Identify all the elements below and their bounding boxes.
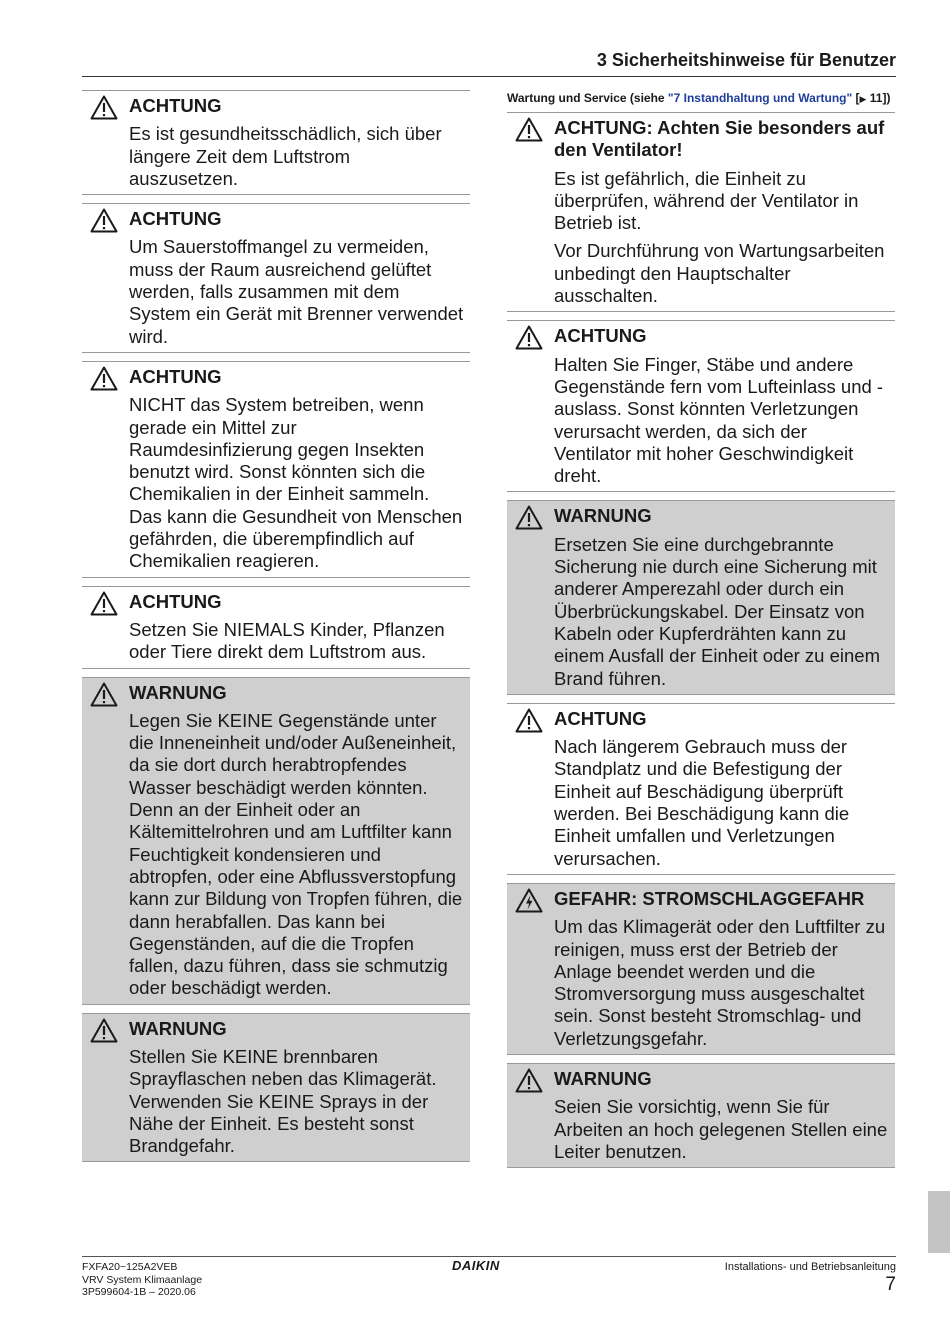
box-text: Es ist gesundheitsschädlich, sich über längere Zeit dem Luftstrom auszusetzen. — [129, 123, 442, 189]
achtung-box — [82, 361, 470, 578]
footer-product: VRV System Klimaanlage — [82, 1273, 203, 1286]
box-text: Um das Klimagerät oder den Luftfilter zu reinigen, muss erst der Betrieb der Anlage beendet werden und die Stromversorgung muss ausgeschaltet sein. Sonst besteht Stromschlag- und Verletzungsgefahr. — [554, 916, 886, 1049]
warning-triangle-icon — [515, 708, 543, 733]
footer-manual-title: Installations- und Betriebsanleitung — [724, 1261, 896, 1273]
footer-doc-info — [82, 1261, 202, 1299]
box-title: WARNUNG — [129, 1017, 227, 1039]
box-title: ACHTUNG — [554, 707, 647, 729]
box-title: ACHTUNG — [129, 208, 222, 230]
page-number: 7 — [885, 1274, 896, 1295]
gefahr-box — [507, 883, 895, 1055]
achtung-box — [507, 320, 895, 492]
box-title: WARNUNG — [554, 505, 652, 527]
box-text: Es ist gefährlich, die Einheit zu überprüfen, während der Ventilator in Betrieb ist. — [554, 167, 859, 234]
box-title: ACHTUNG — [129, 590, 222, 612]
electric-hazard-icon — [515, 888, 543, 913]
warning-triangle-icon — [90, 1018, 118, 1043]
warning-triangle-icon — [90, 95, 118, 120]
footer-model: FXFA20~125A2VEB — [82, 1261, 178, 1273]
page-arrow-icon: ▶ — [859, 94, 867, 104]
warning-triangle-icon — [90, 208, 118, 233]
achtung-box — [82, 90, 470, 195]
box-text: Legen Sie KEINE Gegenstände unter die Inneneinheit und/oder Außeneinheit, da sie dort durch herabtropfendes Wasser beschädigt werden könnten. Denn an der Einheit oder an Kältemittelrohren und am Luftfilter kann Feuchtigkeit kondensieren und abtropfen, oder eine Abflussverstopfung kann zur Bildung von Tropfen führen, die dann herabfallen. Das kann bei Gegenständen, auf die die Tropfen fallen, dazu führen, dass sie schmutzig oder beschädigt werden. — [129, 709, 463, 999]
box-title: GEFAHR: STROMSCHLAGGEFAHR — [554, 887, 865, 909]
right-column — [507, 90, 895, 1176]
cross-reference: Wartung und Service (siehe "7 Instandhaltung und Wartung" [▶ 11]) — [507, 91, 891, 105]
warning-triangle-icon — [90, 591, 118, 616]
box-text: Vor Durchführung von Wartungsarbeiten unbedingt den Hauptschalter ausschalten. — [554, 240, 885, 307]
warning-triangle-icon — [515, 117, 543, 142]
box-text: Stellen Sie KEINE brennbaren Sprayflaschen neben das Klimagerät. Verwenden Sie KEINE Sprays in der Nähe der Einheit. Es besteht sonst Brandgefahr. — [129, 1045, 437, 1157]
achtung-box — [507, 703, 895, 875]
box-text: Ersetzen Sie eine durchgebrannte Sicherung nie durch eine Sicherung mit anderer Amperezahl oder durch ein Überbrückungskabel. Der Einsatz von Kabeln oder Kupferdrähten kann zu einem Ausfall der Einheit oder zu einem Brand führen. — [554, 533, 880, 689]
warning-triangle-icon — [515, 505, 543, 530]
page-header: 3 Sicherheitshinweise für Benutzer — [596, 50, 896, 70]
box-title: ACHTUNG — [554, 325, 647, 347]
warning-triangle-icon — [515, 1068, 543, 1093]
warnung-box — [82, 1013, 470, 1163]
warnung-box — [507, 500, 895, 694]
achtung-box — [82, 586, 470, 669]
header-rule — [82, 76, 896, 77]
warning-triangle-icon — [90, 682, 118, 707]
box-title: ACHTUNG — [129, 365, 222, 387]
warnung-box — [507, 1063, 895, 1168]
achtung-box — [507, 112, 895, 312]
achtung-box — [82, 203, 470, 353]
warning-triangle-icon — [515, 325, 543, 350]
left-column — [82, 90, 470, 1170]
footer-doc-code: 3P599604-1B – 2020.06 — [82, 1286, 196, 1298]
box-title: ACHTUNG: Achten Sie besonders auf den Ventilator! — [554, 117, 885, 161]
box-title: WARNUNG — [129, 681, 227, 703]
daikin-logo: DAIKIN — [452, 1258, 500, 1273]
box-text: Um Sauerstoffmangel zu vermeiden, muss der Raum ausreichend gelüftet werden, falls zusammen mit dem System ein Gerät mit Brenner verwendet wird. — [129, 236, 464, 347]
reference-link[interactable]: "7 Instandhaltung und Wartung" — [667, 91, 853, 105]
box-text: Halten Sie Finger, Stäbe und andere Gegenstände fern vom Lufteinlass und -auslass. Sonst könnten Verletzungen verursacht werden, da sich der Ventilator mit hoher Geschwindigkeit dreht. — [554, 353, 884, 487]
box-title: WARNUNG — [554, 1067, 652, 1089]
footer-rule — [82, 1256, 896, 1257]
box-text: Seien Sie vorsichtig, wenn Sie für Arbeiten an hoch gelegenen Stellen eine Leiter benutzen. — [554, 1096, 888, 1162]
warning-triangle-icon — [90, 366, 118, 391]
box-text: Setzen Sie NIEMALS Kinder, Pflanzen oder Tiere direkt dem Luftstrom aus. — [129, 618, 445, 663]
box-text: Nach längerem Gebrauch muss der Standplatz und die Befestigung der Einheit auf Beschädigung überprüft werden. Bei Beschädigung kann die Einheit umfallen und Verletzungen verursachen. — [554, 736, 850, 869]
warnung-box — [82, 677, 470, 1005]
box-text: NICHT das System betreiben, wenn gerade ein Mittel zur Raumdesinfizierung gegen Insekten benutzt wird. Sonst könnten sich die Chemikalien in der Einheit sammeln. Das kann die Gesundheit von Menschen gefährden, die überempfindlich auf Chemikalien reagieren. — [129, 394, 463, 572]
chapter-tab-marker — [928, 1191, 950, 1253]
box-title: ACHTUNG — [129, 95, 222, 116]
